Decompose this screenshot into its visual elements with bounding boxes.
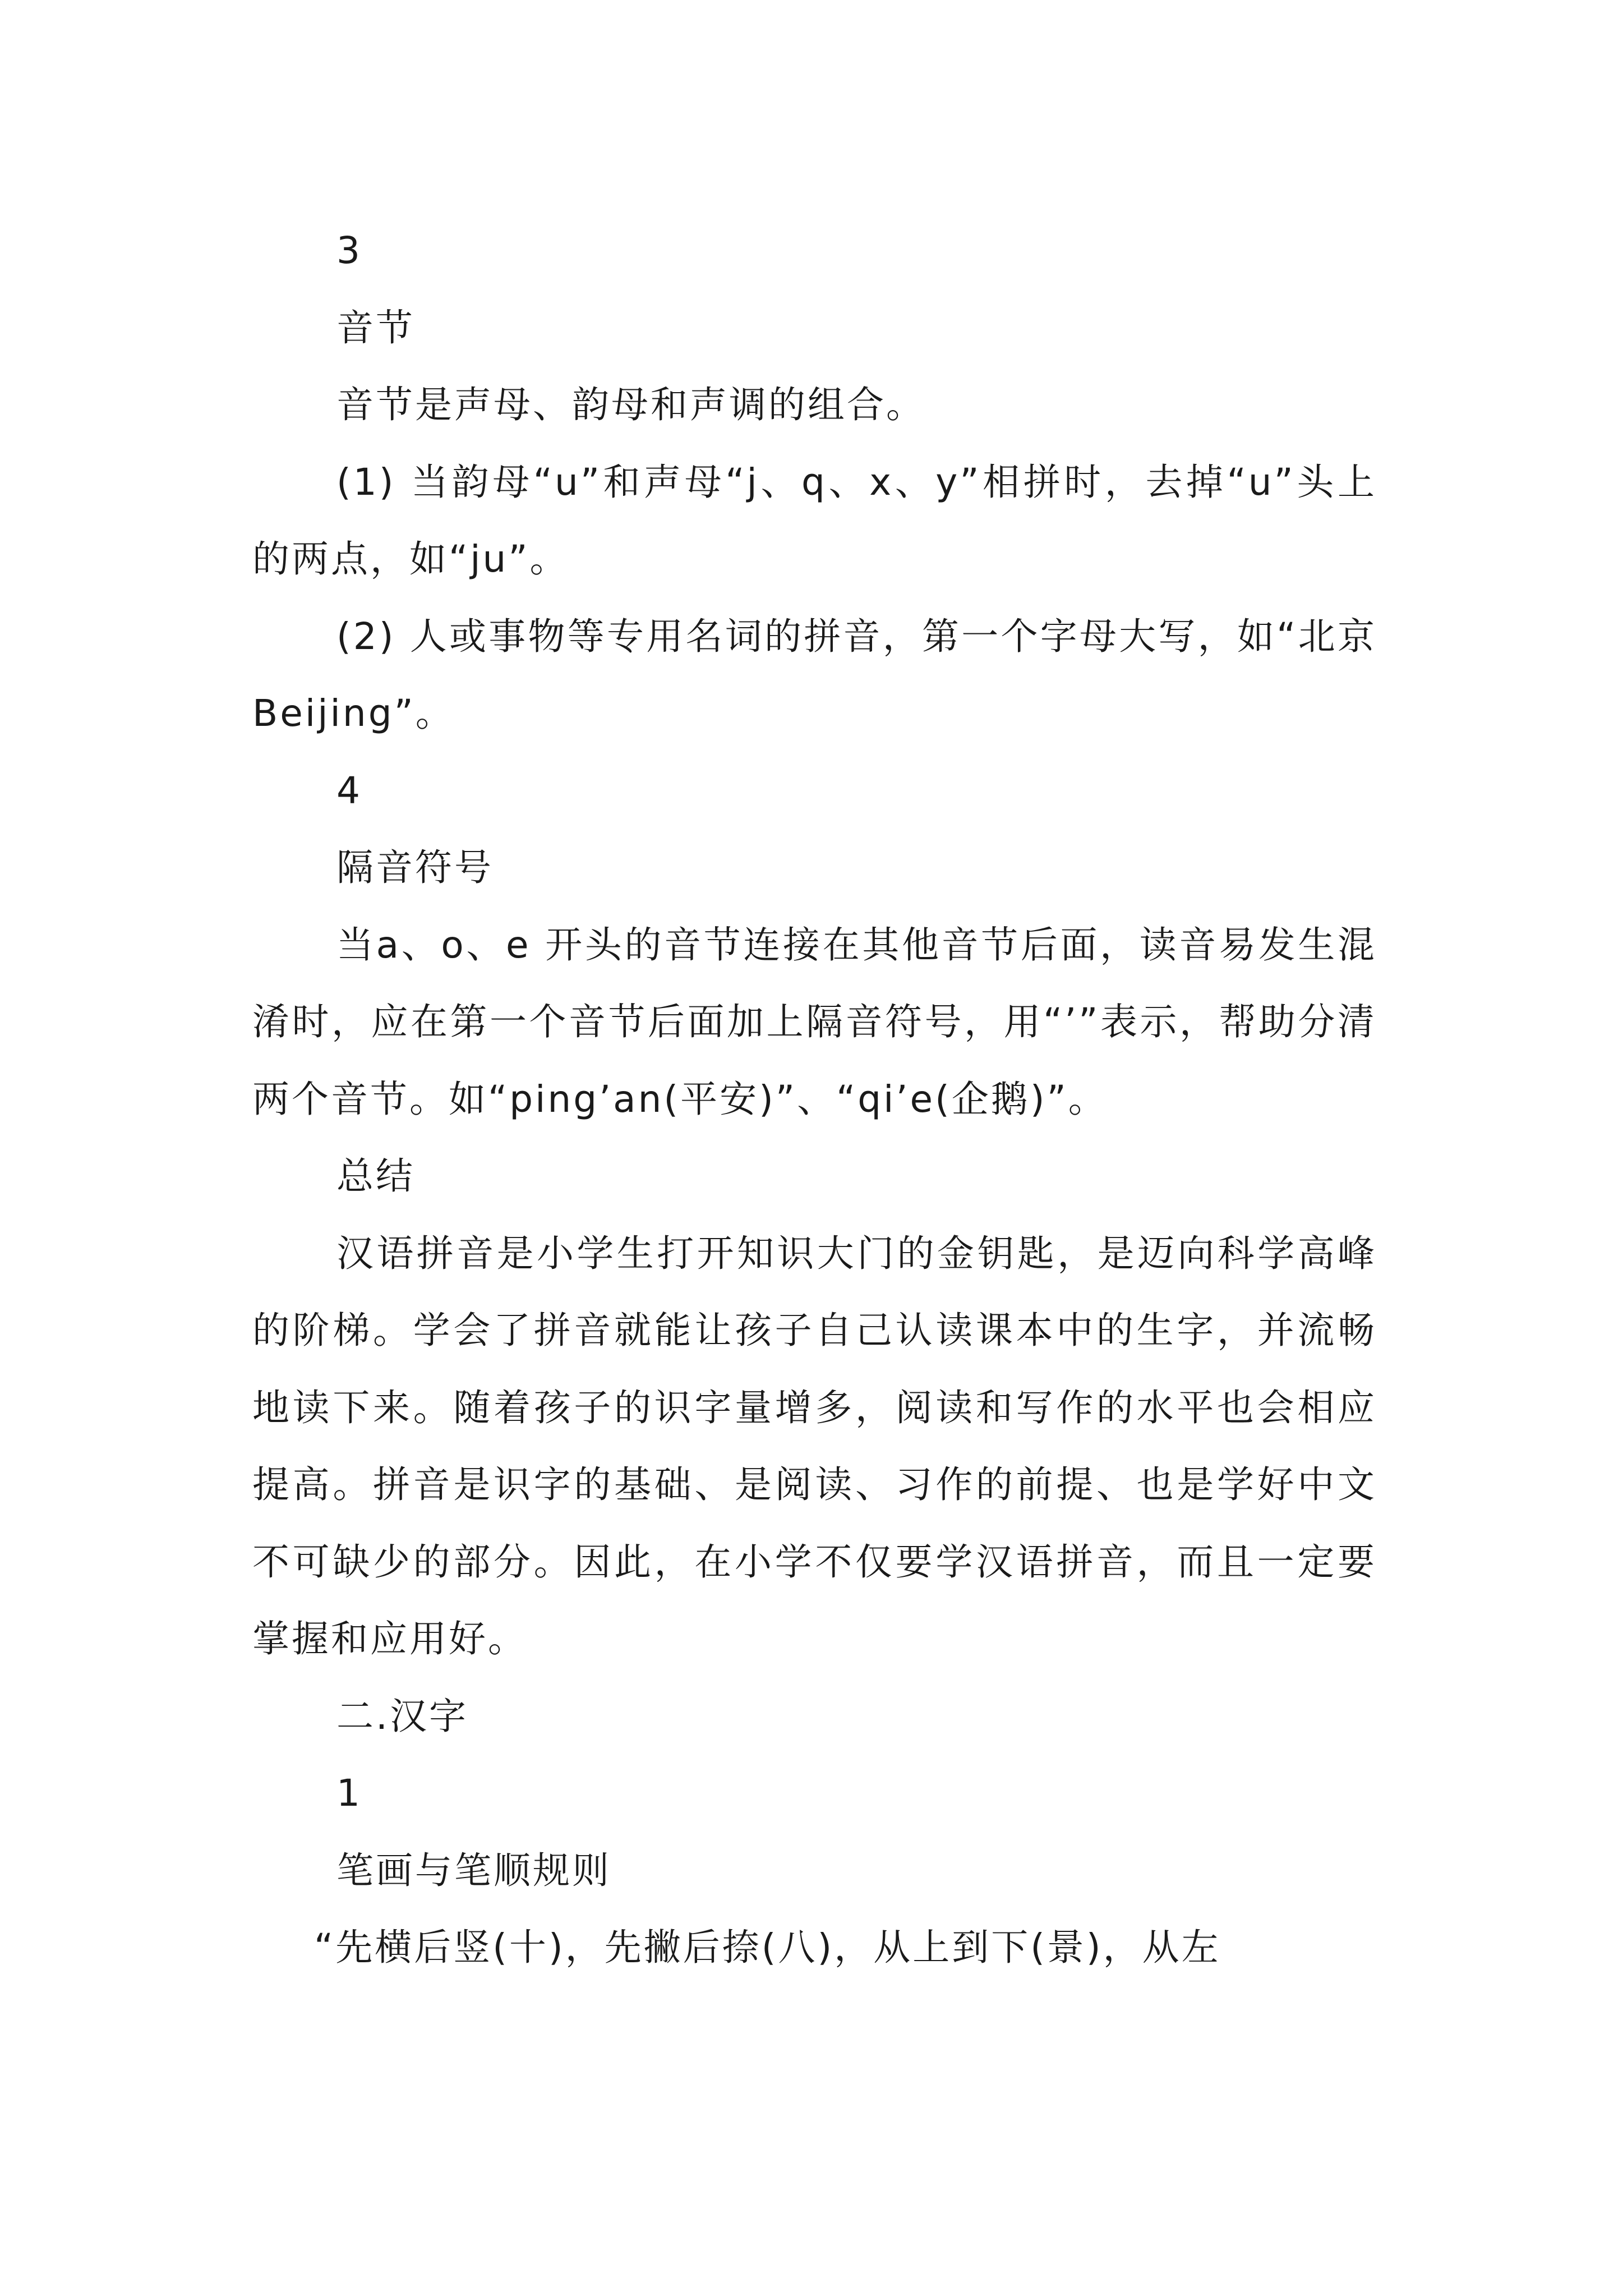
paragraph: “先横后竖(十)，先撇后捺(八)，从上到下(景)，从左 bbox=[314, 1926, 1221, 1969]
document-body bbox=[252, 212, 1377, 1986]
paragraph: 汉语拼音是小学生打开知识大门的金钥匙，是迈向科学高峰的阶梯。学会了拼音就能让孩子自己认读课本中的生字，并流畅地读下来。随着孩子的识字量增多，阅读和写作的水平也会相应提高。拼音是识字的基础、是阅读、习作的前提、也是学好中文不可缺少的部分。因此，在小学不仅要学汉语拼音，而且一定要掌握和应用好。 bbox=[252, 1231, 1377, 1660]
section-title: 隔音符号 bbox=[336, 846, 494, 889]
section-number: 3 bbox=[336, 229, 362, 272]
section-title: 音节 bbox=[336, 306, 415, 349]
paragraph: (1) 当韵母“u”和声母“j、q、x、y”相拼时，去掉“u”头上的两点，如“ju”。 bbox=[252, 460, 1377, 581]
paragraph: 当a、o、e 开头的音节连接在其他音节后面，读音易发生混淆时，应在第一个音节后面加上隔音符号，用“’”表示，帮助分清两个音节。如“ping’an(平安)”、“qi’e(企鹅)”。 bbox=[252, 923, 1377, 1121]
paragraph: 音节是声母、韵母和声调的组合。 bbox=[336, 383, 925, 426]
section-number: 4 bbox=[336, 769, 362, 812]
section-title: 总结 bbox=[336, 1154, 415, 1198]
chapter-title: 二.汉字 bbox=[336, 1694, 468, 1738]
section-number: 1 bbox=[336, 1772, 362, 1815]
paragraph: (2) 人或事物等专用名词的拼音，第一个字母大写，如“北京 Beijing”。 bbox=[252, 614, 1377, 735]
section-title: 笔画与笔顺规则 bbox=[336, 1848, 611, 1892]
